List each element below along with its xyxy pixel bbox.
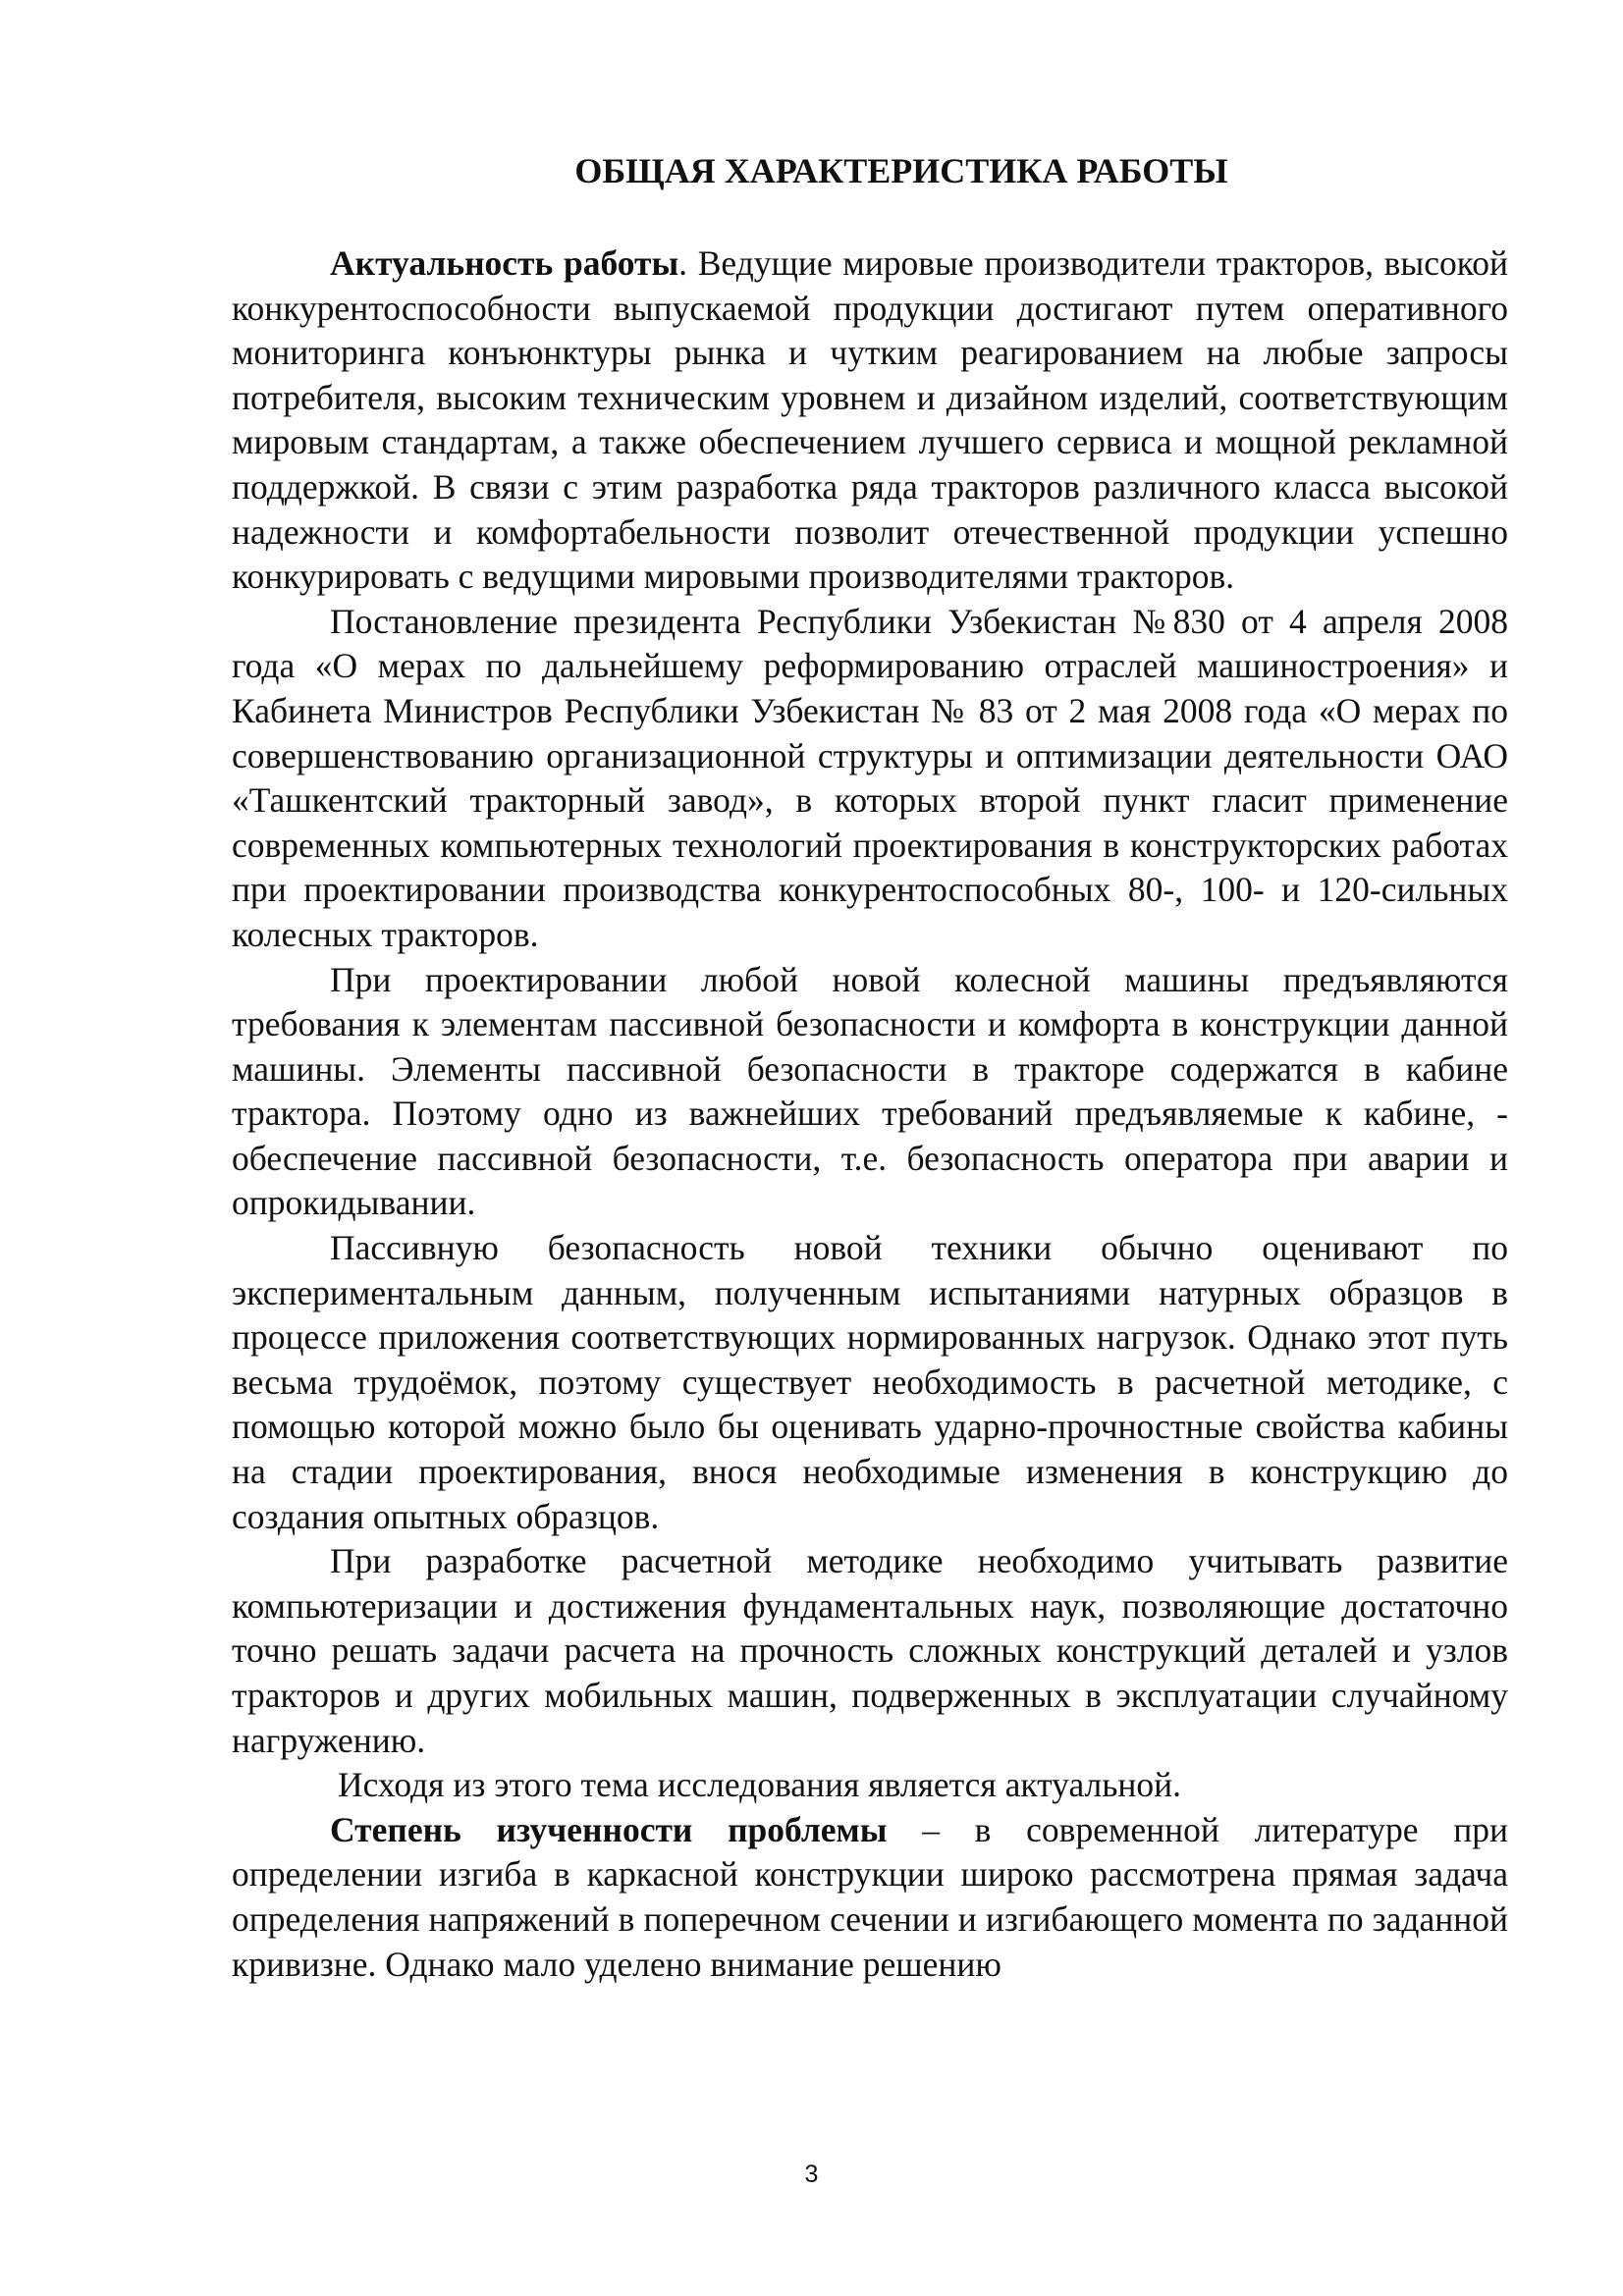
page-content [232,147,1508,1987]
paragraph-relevance-text: . Ведущие мировые производители тракторов, высокой конкурентоспособности выпускаемой продукции достигают путем оперативного мониторинга конъюнктуры рынка и чутким реагированием на любые запросы потребителя, высоким техническим уровнем и дизайном изделий, соответствующим мировым стандартам, а также обеспечением лучшего сервиса и мощной рекламной поддержкой. В связи с этим разработка ряда тракторов различного класса высокой надежности и комфортабельности позволит отечественной продукции успешно конкурировать с ведущими мировыми производителями тракторов. [232,243,1508,597]
title-spacer [232,194,1508,241]
paragraph-relevance [232,241,1508,600]
paragraph-study-degree [232,1808,1508,1987]
paragraph-evaluation-text: Пассивную безопасность новой техники обычно оценивают по экспериментальным данным, полученным испытаниями натурных образцов в процессе приложения соответствующих нормированных нагрузок. Однако этот путь весьма трудоёмок, поэтому существует необходимость в расчетной методике, с помощью которой можно было бы оценивать ударно-прочностные свойства кабины на стадии проектирования, внося необходимые изменения в конструкцию до создания опытных образцов. [232,1228,1508,1536]
paragraph-conclusion-text: Исходя из этого тема исследования является актуальной. [338,1765,1182,1805]
page-title: ОБЩАЯ ХАРАКТЕРИСТИКА РАБОТЫ [574,151,1228,190]
paragraph-conclusion [232,1763,1508,1808]
paragraph-passive-safety-text: При проектировании любой новой колесной машины предъявляются требования к элементам пассивной безопасности и комфорта в конструкции данной машины. Элементы пассивной безопасности в тракторе содержатся в кабине трактора. Поэтому одно из важнейших требований предъявляемые к кабине, - обеспечение пассивной безопасности, т.е. безопасность оператора при аварии и опрокидывании. [232,959,1508,1223]
paragraph-evaluation [232,1226,1508,1539]
paragraph-resolution-text: Постановление президента Республики Узбекистан №830 от 4 апреля 2008 года «О мерах по дальнейшему реформированию отраслей машиностроения» и Кабинета Министров Республики Узбекистан № 83 от 2 мая 2008 года «О мерах по совершенствованию организационной структуры и оптимизации деятельности ОАО «Ташкентский тракторный завод», в которых второй пункт гласит применение современных компьютерных технологий проектирования в конструкторских работах при проектировании производства конкурентоспособных 80-, 100- и 120-сильных колесных тракторов. [232,601,1508,954]
paragraph-methodology [232,1539,1508,1763]
page-number: 3 [804,2161,819,2188]
paragraph-study-degree-lead: Степень изученности проблемы [330,1809,888,1849]
paragraph-study-degree-text: – в современной литературе при определении изгиба в каркасной конструкции широко рассмотрена прямая задача определения напряжений в поперечном сечении и изгибающего момента по заданной кривизне. Однако мало уделено внимание решению [232,1809,1509,1984]
paragraph-resolution [232,600,1508,958]
paragraph-relevance-lead: Актуальность работы [330,243,679,283]
paragraph-methodology-text: При разработке расчетной методике необходимо учитывать развитие компьютеризации и достижения фундаментальных наук, позволяющие достаточно точно решать задачи расчета на прочность сложных конструкций деталей и узлов тракторов и других мобильных машин, подверженных в эксплуатации случайному нагружению. [232,1541,1508,1760]
paragraph-passive-safety [232,958,1508,1227]
